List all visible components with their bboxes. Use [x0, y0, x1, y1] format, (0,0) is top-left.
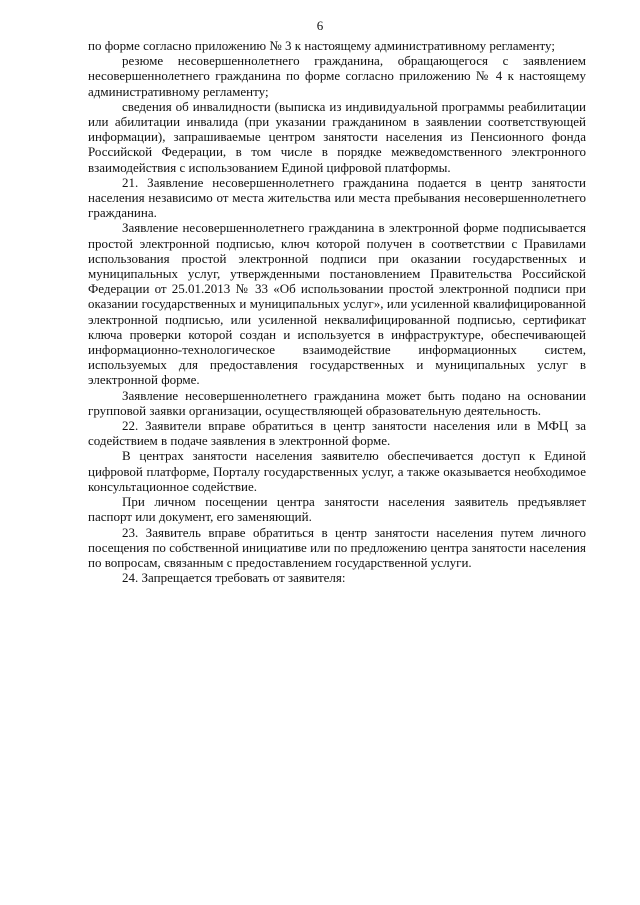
paragraph-access-platform: В центрах занятости населения заявителю обеспечивается доступ к Единой цифровой платформе, Порталу государственных услуг, а также оказывается необходимое консультационное содействие.	[88, 448, 586, 494]
paragraph-clause-21: 21. Заявление несовершеннолетнего гражданина подается в центр занятости населения независимо от места жительства или места пребывания несовершеннолетнего гражданина.	[88, 174, 586, 221]
paragraph-electronic-signature: Заявление несовершеннолетнего гражданина в электронной форме подписывается простой электронной подписью, ключ которой получен в соответствии с Правилами использования простой электронной подписи при оказании государственных и муниципальных услуг, утвержденными постановлением Правительства Российской Федерации от 25.01.2013 № 33 «Об использовании простой электронной подписи при оказании государственных и муниципальных услуг», или усиленной квалифицированной электронной подписью, или усиленной неквалифицированной подписью, сертификат ключа проверки которой создан и используется в инфраструктуре, обеспечивающей информационно-технологическое взаимодействие информационных систем, используемых для предоставления государственных и муниципальных услуг в электронной форме.	[88, 220, 586, 388]
page-number: 6	[316, 18, 324, 33]
paragraph-clause-23: 23. Заявитель вправе обратиться в центр занятости населения путем личного посещения по собственной инициативе или по предложению центра занятости населения по вопросам, связанным с предоставлением государственной услуги.	[88, 524, 586, 570]
paragraph-passport: При личном посещении центра занятости населения заявитель предъявляет паспорт или документ, его заменяющий.	[88, 494, 586, 525]
paragraph-disability-info: сведения об инвалидности (выписка из индивидуальной программы реабилитации или абилитации инвалида (при указании гражданином в заявлении соответствующей информации), запрашиваемые центром занятости населения из Пенсионного фонда Российской Федерации, в том числе в порядке межведомственного электронного взаимодействия с использованием Единой цифровой платформы.	[88, 98, 586, 175]
paragraph-continuation: по форме согласно приложению № 3 к настоящему административному регламенту;	[88, 38, 555, 53]
paragraph-resume: резюме несовершеннолетнего гражданина, обращающегося с заявлением несовершеннолетнего гражданина по форме согласно приложению № 4 к настоящему административному регламенту;	[88, 53, 586, 99]
paragraph-clause-24: 24. Запрещается требовать от заявителя:	[122, 570, 346, 586]
paragraph-group-application: Заявление несовершеннолетнего гражданина может быть подано на основании групповой заявки организации, осуществляющей образовательную деятельность.	[88, 387, 586, 418]
paragraph-clause-22: 22. Заявители вправе обратиться в центр занятости населения или в МФЦ за содействием в подаче заявления в электронной форме.	[88, 418, 586, 449]
document-body	[88, 38, 586, 585]
